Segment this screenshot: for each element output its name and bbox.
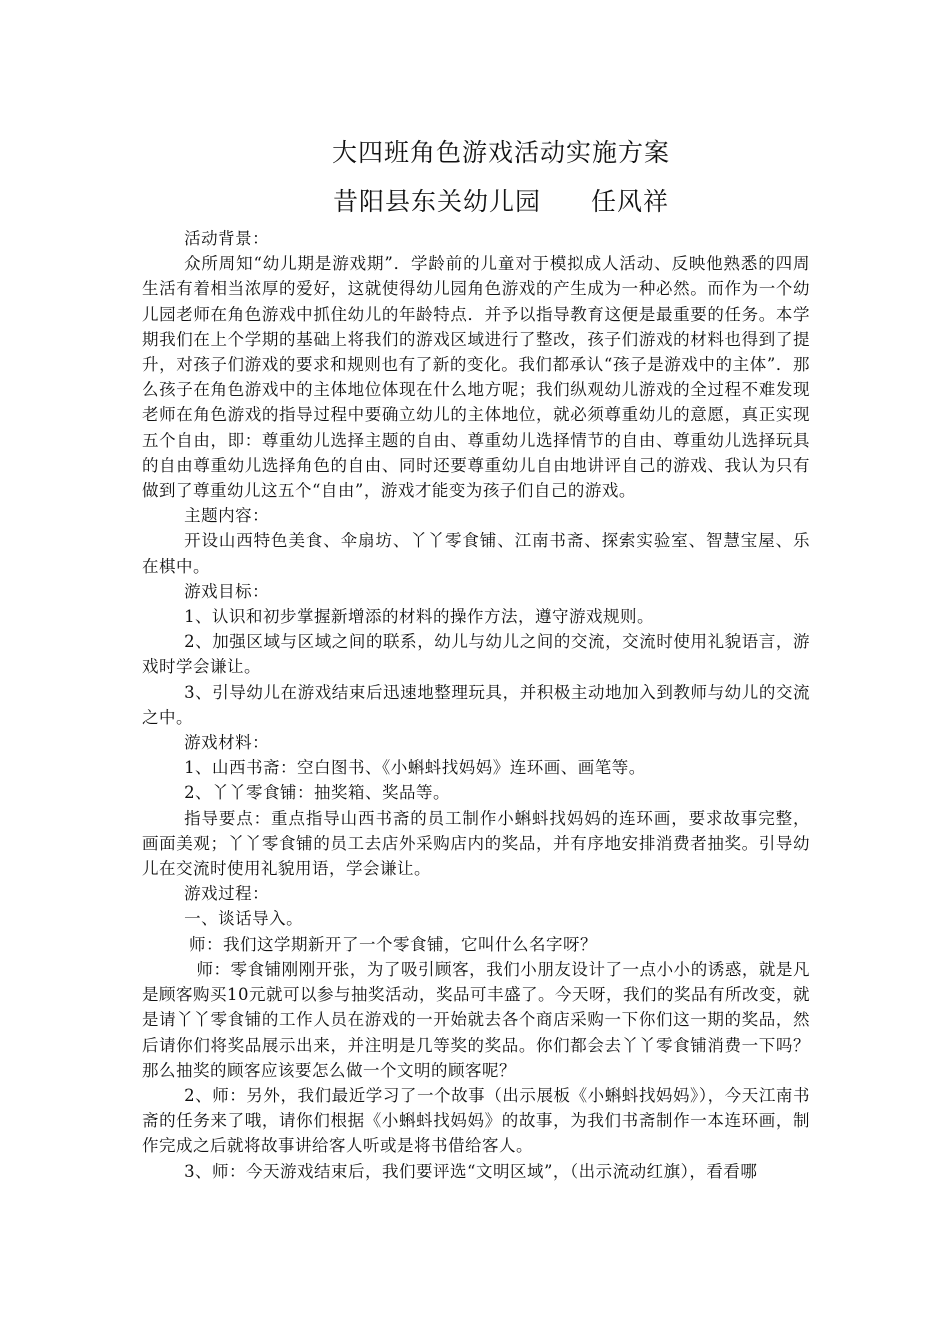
list-item: 2、丫丫零食铺：抽奖箱、奖品等。	[184, 783, 451, 803]
document-title: 大四班角色游戏活动实施方案	[331, 138, 670, 167]
list-item: 3、引导幼儿在游戏结束后迅速地整理玩具，并积极主动地加入到教师与幼儿的交流之中。	[142, 682, 810, 727]
paragraph: 师：零食铺刚刚开张，为了吸引顾客，我们小朋友设计了一点小小的诱惑，就是凡是顾客购买10元就可以参与抽奖活动，奖品可丰盛了。今天呀，我们的奖品有所改变，就是请丫丫零食铺的工作人员在游戏的一开始就去各个商店采购一下你们这一期的奖品，然后请你们将奖品展示出来，并注明是几等奖的奖品。你们都会去丫丫零食铺消费一下吗？那么抽奖的顾客应该要怎么做一个文明的顾客呢？	[142, 959, 810, 1080]
document-body	[142, 226, 810, 1184]
paragraph: 师：我们这学期新开了一个零食铺，它叫什么名字呀？	[189, 934, 598, 954]
list-item: 一、谈话导入。	[184, 909, 304, 929]
section-heading: 游戏过程：	[184, 884, 270, 904]
section-heading: 游戏目标：	[184, 581, 270, 601]
paragraph: 开设山西特色美食、伞扇坊、丫丫零食铺、江南书斋、探索实验室、智慧宝屋、乐在棋中。	[142, 531, 810, 576]
list-item: 2、加强区域与区域之间的联系，幼儿与幼儿之间的交流，交流时使用礼貌语言，游戏时学会谦让。	[142, 632, 810, 677]
section-heading: 主题内容：	[184, 506, 270, 526]
document-byline	[26, 182, 950, 218]
paragraph: 3、师：今天游戏结束后，我们要评选“文明区域”，（出示流动红旗），看看哪	[184, 1161, 758, 1181]
paragraph: 2、师：另外，我们最近学习了一个故事（出示展板《小蝌蚪找妈妈》），今天江南书斋的任务来了哦，请你们根据《小蝌蚪找妈妈》的故事，为我们书斋制作一本连环画，制作完成之后就将故事讲给客人听或是将书借给客人。	[142, 1085, 810, 1156]
list-item: 1、认识和初步掌握新增添的材料的操作方法，遵守游戏规则。	[184, 607, 655, 627]
author-name: 任风祥	[591, 187, 670, 216]
section-heading: 游戏材料：	[184, 733, 270, 753]
paragraph: 指导要点：重点指导山西书斋的员工制作小蝌蚪找妈妈的连环画，要求故事完整，画面美观；丫丫零食铺的员工去店外采购店内的奖品，并有序地安排消费者抽奖。引导幼儿在交流时使用礼貌用语，学会谦让。	[142, 808, 810, 879]
paragraph: 众所周知“幼儿期是游戏期”．学龄前的儿童对于模拟成人活动、反映他熟悉的四周生活有着相当浓厚的爱好，这就使得幼儿园角色游戏的产生成为一种必然。而作为一个幼儿园老师在角色游戏中抓住幼儿的年龄特点．并予以指导教育这便是最重要的任务。本学期我们在上个学期的基础上将我们的游戏区域进行了整改，孩子们游戏的材料也得到了提升，对孩子们游戏的要求和规则也有了新的变化。我们都承认“孩子是游戏中的主体”．那么孩子在角色游戏中的主体地位体现在什么地方呢；我们纵观幼儿游戏的全过程不难发现老师在角色游戏的指导过程中要确立幼儿的主体地位，就必须尊重幼儿的意愿，真正实现五个自由，即：尊重幼儿选择主题的自由、尊重幼儿选择情节的自由、尊重幼儿选择玩具的自由尊重幼儿选择角色的自由、同时还要尊重幼儿自由地讲评自己的游戏、我认为只有做到了尊重幼儿这五个“自由”，游戏才能变为孩子们自己的游戏。	[142, 254, 810, 501]
section-heading: 活动背景：	[184, 229, 270, 248]
school-name: 昔阳县东关幼儿园	[332, 187, 541, 216]
list-item: 1、山西书斋：空白图书、《小蝌蚪找妈妈》连环画、画笔等。	[184, 758, 646, 778]
